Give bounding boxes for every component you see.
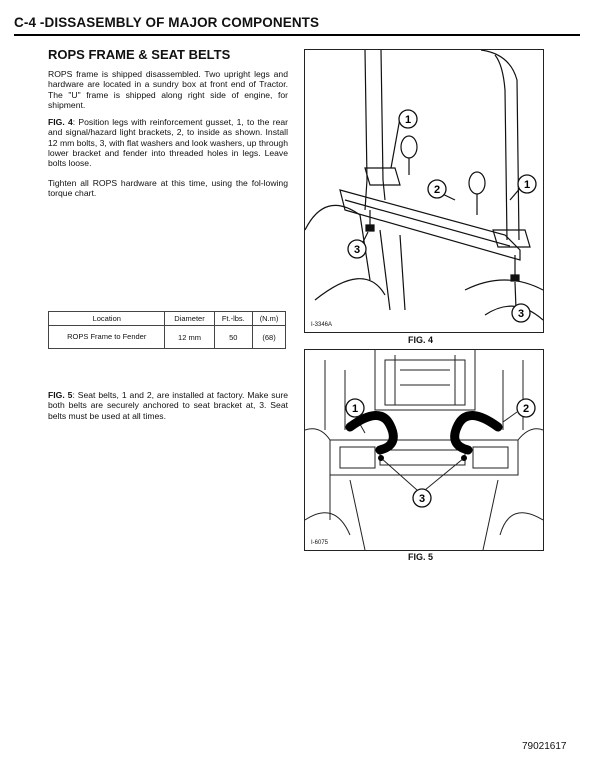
fig5-instructions <box>48 390 288 421</box>
seat-belts-drawing <box>305 350 543 550</box>
fig4-instructions-text: : Position legs with reinforcement gusset, 1, to the rear and signal/hazard light brackets, 2, to inside as shown. Install 12 mm bolts, 3, with flat washers and look washers, up through lower bracket and fender into threaded holes in legs. Leave bolts loose. <box>48 117 288 169</box>
table-header-cell: (N.m) <box>253 312 286 326</box>
callout-1-leg-gusset <box>399 110 417 128</box>
callout-1-right-gusset <box>518 175 536 193</box>
figure-5-code: I-6075 <box>311 540 329 546</box>
page-header-title: C-4 -DISSASEMBLY OF MAJOR COMPONENTS <box>14 14 580 36</box>
fig5-ref-label: FIG. 5 <box>48 390 73 400</box>
torque-table-header-row <box>49 312 286 326</box>
figure-4-code: I-3346A <box>311 322 333 328</box>
svg-text:3: 3 <box>517 308 525 320</box>
torque-chart-table <box>48 311 286 349</box>
callout-3-right-bolt <box>512 304 530 322</box>
svg-text:3: 3 <box>418 493 426 505</box>
table-header-cell: Diameter <box>165 312 214 326</box>
table-header-cell: Location <box>49 312 165 326</box>
figure-5-illustration <box>304 349 544 551</box>
table-cell: 50 <box>214 326 253 349</box>
svg-text:2: 2 <box>433 184 441 196</box>
callout-1-left-belt <box>346 399 364 417</box>
fig5-instructions-text: : Seat belts, 1 and 2, are installed at factory. Make sure both belts are securely anchored to seat bracket at, 3. Seat belts must be used at all times. <box>48 390 288 421</box>
svg-text:1: 1 <box>523 179 531 191</box>
table-cell: (68) <box>253 326 286 349</box>
table-header-cell: Ft.-lbs. <box>214 312 253 326</box>
table-cell: 12 mm <box>165 326 214 349</box>
svg-text:3: 3 <box>353 244 361 256</box>
torque-paragraph: Tighten all ROPS hardware at this time, using the fol-lowing torque chart. <box>48 178 288 199</box>
callout-3-anchor <box>413 489 431 507</box>
section-title: ROPS FRAME & SEAT BELTS <box>48 47 231 62</box>
callout-2-light-bracket <box>428 180 446 198</box>
intro-paragraph: ROPS frame is shipped disassembled. Two upright legs and hardware are located in a sundry box at front end of Tractor. The "U" frame is shipped along right side of engine, for shipment. <box>48 69 288 110</box>
svg-text:2: 2 <box>522 403 530 415</box>
figure-4-caption: FIG. 4 <box>408 335 434 345</box>
rops-frame-drawing <box>305 50 543 332</box>
svg-text:1: 1 <box>351 403 359 415</box>
callout-2-right-belt <box>517 399 535 417</box>
callout-3-left-bolt <box>348 240 366 258</box>
fig4-ref-label: FIG. 4 <box>48 117 73 127</box>
svg-text:1: 1 <box>404 114 412 126</box>
figure-4-illustration <box>304 49 544 333</box>
table-row <box>49 326 286 349</box>
document-page-number: 79021617 <box>522 741 567 752</box>
figure-5-caption: FIG. 5 <box>408 552 434 562</box>
fig4-instructions <box>48 117 288 168</box>
table-cell: ROPS Frame to Fender <box>49 326 165 349</box>
